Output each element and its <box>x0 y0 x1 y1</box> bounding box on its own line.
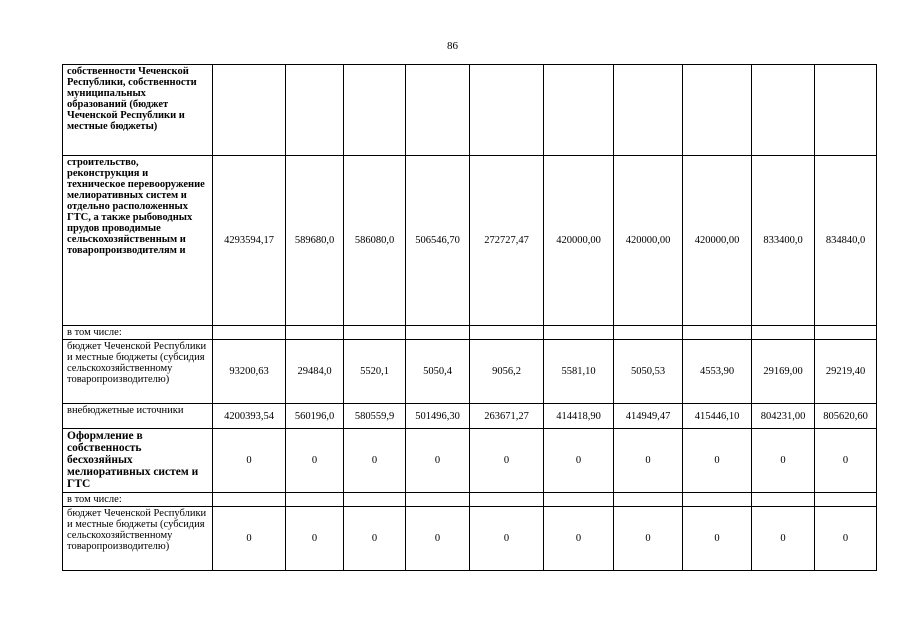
cell-value: 29484,0 <box>286 340 344 404</box>
cell-value <box>752 65 815 156</box>
cell-value <box>683 493 752 507</box>
cell-value <box>213 65 286 156</box>
cell-value: 420000,00 <box>614 156 683 326</box>
cell-value: 263671,27 <box>470 404 544 429</box>
cell-value <box>815 326 877 340</box>
cell-value <box>406 326 470 340</box>
budget-table <box>62 64 877 571</box>
cell-value: 0 <box>614 429 683 493</box>
cell-value: 0 <box>213 429 286 493</box>
cell-value: 560196,0 <box>286 404 344 429</box>
cell-value: 5050,53 <box>614 340 683 404</box>
cell-value: 0 <box>544 507 614 571</box>
cell-value: 0 <box>683 429 752 493</box>
cell-value <box>286 493 344 507</box>
cell-value: 9056,2 <box>470 340 544 404</box>
cell-value: 29169,00 <box>752 340 815 404</box>
cell-value <box>614 326 683 340</box>
cell-value <box>286 326 344 340</box>
cell-value: 805620,60 <box>815 404 877 429</box>
cell-value: 0 <box>470 429 544 493</box>
cell-value <box>544 326 614 340</box>
cell-value <box>344 493 406 507</box>
cell-value: 804231,00 <box>752 404 815 429</box>
row-label: строительство, реконструкция и техническое перевооружение мелиоративных систем и отдельно расположенных ГТС, а также рыбоводных прудов проводимые сельскохозяйственным и товаропроизводителям и <box>63 156 213 326</box>
cell-value <box>344 65 406 156</box>
row-label: бюджет Чеченской Республики и местные бюджеты (субсидия сельскохозяйственному товаропроизводителю) <box>63 340 213 404</box>
cell-value: 0 <box>614 507 683 571</box>
cell-value <box>470 493 544 507</box>
cell-value: 834840,0 <box>815 156 877 326</box>
row-label: бюджет Чеченской Республики и местные бюджеты (субсидия сельскохозяйственному товаропроизводителю) <box>63 507 213 571</box>
cell-value: 833400,0 <box>752 156 815 326</box>
cell-value <box>406 493 470 507</box>
page-number: 86 <box>447 40 458 52</box>
cell-value: 506546,70 <box>406 156 470 326</box>
cell-value: 0 <box>683 507 752 571</box>
cell-value <box>286 65 344 156</box>
table-row <box>63 507 877 571</box>
table-row <box>63 65 877 156</box>
cell-value <box>213 493 286 507</box>
cell-value: 0 <box>213 507 286 571</box>
cell-value: 4553,90 <box>683 340 752 404</box>
cell-value: 29219,40 <box>815 340 877 404</box>
cell-value: 414418,90 <box>544 404 614 429</box>
cell-value <box>344 326 406 340</box>
cell-value: 0 <box>406 507 470 571</box>
table-row <box>63 340 877 404</box>
cell-value: 0 <box>815 507 877 571</box>
cell-value <box>470 326 544 340</box>
cell-value: 5581,10 <box>544 340 614 404</box>
cell-value: 420000,00 <box>683 156 752 326</box>
cell-value: 0 <box>544 429 614 493</box>
cell-value: 5520,1 <box>344 340 406 404</box>
row-label: в том числе: <box>63 326 213 340</box>
cell-value: 0 <box>286 429 344 493</box>
cell-value: 501496,30 <box>406 404 470 429</box>
cell-value: 589680,0 <box>286 156 344 326</box>
cell-value: 580559,9 <box>344 404 406 429</box>
cell-value <box>683 65 752 156</box>
cell-value: 0 <box>344 507 406 571</box>
cell-value: 420000,00 <box>544 156 614 326</box>
table-row <box>63 156 877 326</box>
cell-value <box>815 493 877 507</box>
row-label: собственности Чеченской Республики, собственности муниципальных образований (бюджет Чеченской Республики и местные бюджеты) <box>63 65 213 156</box>
cell-value: 272727,47 <box>470 156 544 326</box>
cell-value: 4293594,17 <box>213 156 286 326</box>
cell-value: 4200393,54 <box>213 404 286 429</box>
cell-value <box>683 326 752 340</box>
table-body <box>63 65 877 571</box>
cell-value: 0 <box>286 507 344 571</box>
cell-value: 5050,4 <box>406 340 470 404</box>
cell-value: 93200,63 <box>213 340 286 404</box>
cell-value: 586080,0 <box>344 156 406 326</box>
cell-value <box>815 65 877 156</box>
cell-value: 0 <box>752 507 815 571</box>
row-label: Оформление в собственность бесхозяйных мелиоративных систем и ГТС <box>63 429 213 493</box>
cell-value <box>614 65 683 156</box>
cell-value: 0 <box>815 429 877 493</box>
cell-value: 0 <box>752 429 815 493</box>
cell-value <box>213 326 286 340</box>
table-row <box>63 493 877 507</box>
cell-value: 0 <box>406 429 470 493</box>
cell-value <box>752 326 815 340</box>
table-row <box>63 326 877 340</box>
cell-value <box>406 65 470 156</box>
cell-value <box>752 493 815 507</box>
table-row <box>63 429 877 493</box>
cell-value: 415446,10 <box>683 404 752 429</box>
cell-value <box>544 493 614 507</box>
cell-value: 0 <box>470 507 544 571</box>
cell-value: 414949,47 <box>614 404 683 429</box>
cell-value <box>614 493 683 507</box>
cell-value <box>544 65 614 156</box>
cell-value: 0 <box>344 429 406 493</box>
cell-value <box>470 65 544 156</box>
table-row <box>63 404 877 429</box>
row-label: в том числе: <box>63 493 213 507</box>
row-label: внебюджетные источники <box>63 404 213 429</box>
